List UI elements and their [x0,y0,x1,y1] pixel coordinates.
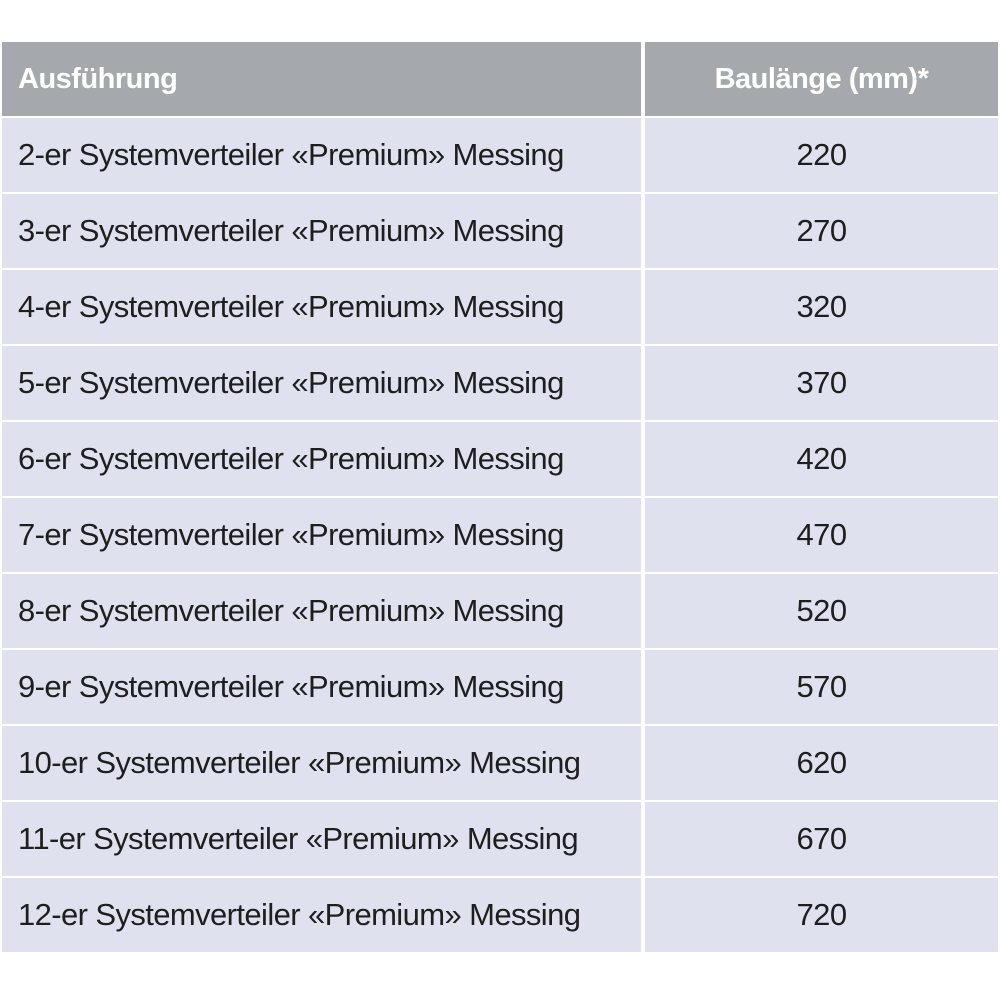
table-row [2,574,998,650]
cell-baulaenge: 470 [796,517,847,552]
table-row [2,118,998,194]
cell-baulaenge: 570 [796,669,847,704]
table-row [2,802,998,878]
cell-ausfuehrung: 3-er Systemverteiler «Premium» Messing [2,194,645,268]
cell-ausfuehrung: 4-er Systemverteiler «Premium» Messing [2,270,645,344]
cell-ausfuehrung: 6-er Systemverteiler «Premium» Messing [2,422,645,496]
cell-baulaenge: 220 [796,137,847,172]
cell-ausfuehrung: 11-er Systemverteiler «Premium» Messing [2,802,645,876]
cell-ausfuehrung: 12-er Systemverteiler «Premium» Messing [2,878,645,952]
table-row [2,498,998,574]
column-header-ausfuehrung: Ausführung [2,42,645,116]
cell-ausfuehrung: 2-er Systemverteiler «Premium» Messing [2,118,645,192]
cell-ausfuehrung: 5-er Systemverteiler «Premium» Messing [2,346,645,420]
table-row [2,194,998,270]
table-row [2,650,998,726]
table-row [2,726,998,802]
column-header-baulaenge: Baulänge (mm)* [714,62,929,95]
cell-baulaenge: 720 [796,897,847,932]
cell-ausfuehrung: 9-er Systemverteiler «Premium» Messing [2,650,645,724]
cell-ausfuehrung: 7-er Systemverteiler «Premium» Messing [2,498,645,572]
table-row [2,422,998,498]
table-header-row [2,42,998,118]
cell-baulaenge: 620 [796,745,847,780]
table-row [2,878,998,954]
table-row [2,346,998,422]
cell-ausfuehrung: 8-er Systemverteiler «Premium» Messing [2,574,645,648]
cell-baulaenge: 270 [796,213,847,248]
cell-baulaenge: 520 [796,593,847,628]
product-table [2,42,998,954]
cell-baulaenge: 370 [796,365,847,400]
table-row [2,270,998,346]
cell-baulaenge: 420 [796,441,847,476]
cell-baulaenge: 670 [796,821,847,856]
cell-baulaenge: 320 [796,289,847,324]
cell-ausfuehrung: 10-er Systemverteiler «Premium» Messing [2,726,645,800]
